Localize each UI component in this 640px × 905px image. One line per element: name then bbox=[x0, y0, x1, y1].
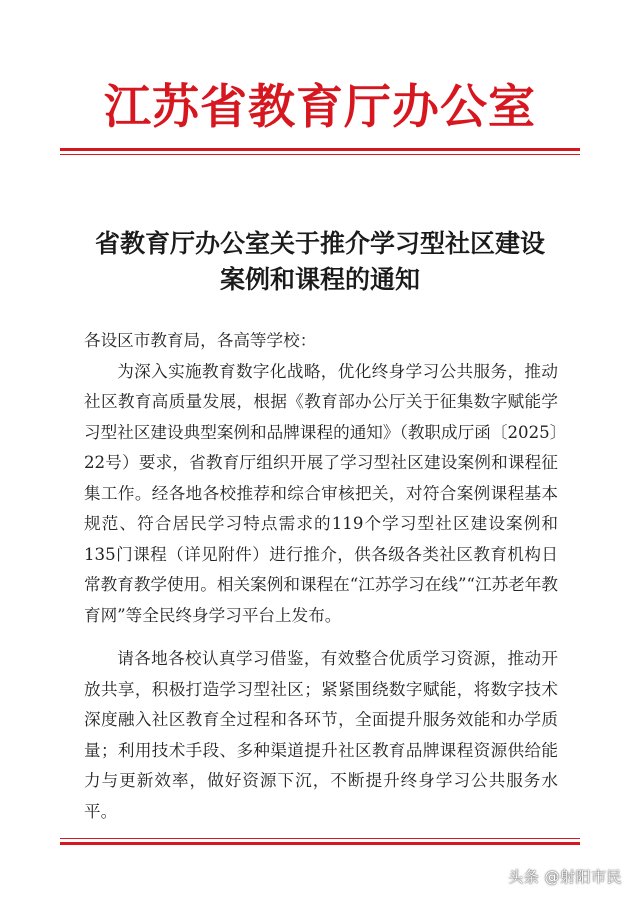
letterhead-rule-thin bbox=[60, 154, 580, 155]
footer-rule-thin bbox=[60, 838, 580, 839]
notice-body bbox=[84, 326, 558, 827]
footer-rule-thick bbox=[60, 842, 580, 845]
office-letterhead-title: 江苏省教育厅办公室 bbox=[104, 80, 536, 135]
source-watermark: 头条 @射阳市民 bbox=[508, 868, 622, 886]
notice-title-line-2: 案例和课程的通知 bbox=[219, 265, 420, 294]
notice-title-line-1: 省教育厅办公室关于推介学习型社区建设 bbox=[94, 229, 545, 258]
body-paragraph-2: 请各地各校认真学习借鉴，有效整合优质学习资源，推动开放共享，积极打造学习型社区；紧紧围绕数字赋能，将数字技术深度融入社区教育全过程和各环节，全面提升服务效能和办学质量；利用技术手段、多种渠道提升社区教育品牌课程资源供给能力与更新效率，做好资源下沉，不断提升终身学习公共服务水平。 bbox=[84, 649, 558, 821]
body-paragraph-1: 为深入实施教育数字化战略，优化终身学习公共服务，推动社区教育高质量发展，根据《教育部办公厅关于征集数字赋能学习型社区建设典型案例和品牌课程的通知》（教职成厅函〔2025〕22号）要求，省教育厅组织开展了学习型社区建设案例和课程征集工作。经各地各校推荐和综合审核把关，对符合案例课程基本规范、符合居民学习特点需求的119个学习型社区建设案例和135门课程（详见附件）进行推介，供各级各类社区教育机构日常教育教学使用。相关案例和课程在“江苏学习在线”“江苏老年教育网”等全民终身学习平台上发布。 bbox=[84, 361, 558, 625]
salutation: 各设区市教育局，各高等学校： bbox=[84, 331, 317, 350]
letterhead-rule-thick bbox=[60, 148, 580, 151]
notice-title bbox=[60, 226, 580, 298]
